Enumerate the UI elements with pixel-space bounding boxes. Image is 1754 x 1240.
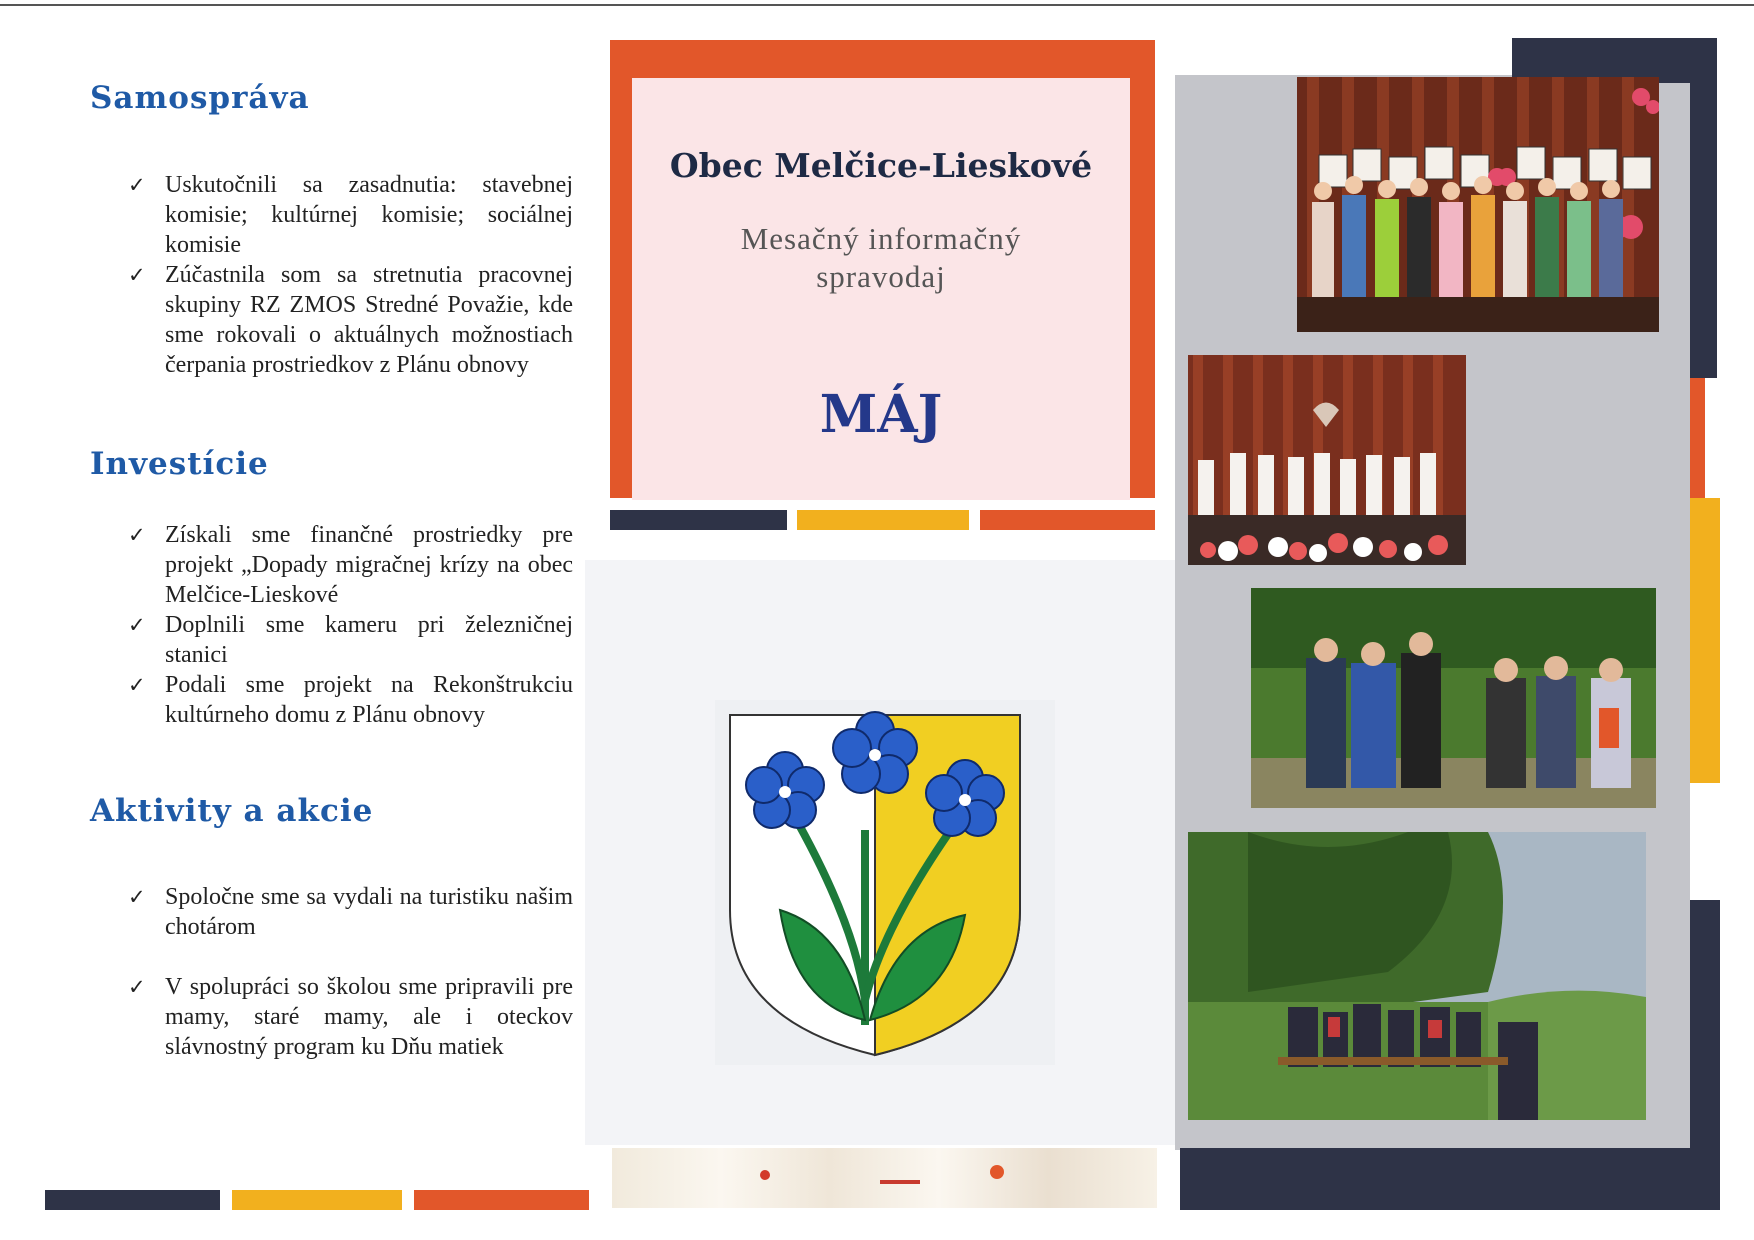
list-item: ✓ V spolupráci so školou sme pripravili pre mamy, staré mamy, ale i oteckov slávnostný program ku Dňu matiek	[128, 974, 573, 1060]
list-item: ✓ Doplnili sme kameru pri železničnej stanici	[128, 612, 573, 668]
list-aktivity-1	[128, 882, 573, 942]
list-item: ✓ Podali sme projekt na Rekonštrukciu kultúrneho domu z Plánu obnovy	[128, 672, 573, 728]
photo-children-stage	[1188, 355, 1466, 565]
embroidery-dot	[760, 1170, 770, 1180]
list-item: ✓ Získali sme finančné prostriedky pre projekt „Dopady migračnej krízy na obec Melčice-Lieskové	[128, 522, 573, 608]
card-month: MÁJ	[819, 384, 943, 445]
check-icon: ✓	[128, 523, 146, 547]
top-rule	[0, 4, 1754, 6]
yellow-accent	[1690, 498, 1720, 783]
bar-orange	[414, 1190, 589, 1210]
photo-picnic	[1188, 832, 1646, 1120]
list-aktivity-2	[128, 972, 573, 1062]
bar-orange	[980, 510, 1155, 530]
photo-children-banner	[1297, 77, 1659, 332]
check-icon: ✓	[128, 613, 146, 637]
check-icon: ✓	[128, 673, 146, 697]
list-samosprava	[128, 170, 573, 380]
embroidery-dot	[990, 1165, 1004, 1179]
bar-yellow	[797, 510, 969, 530]
card-subtitle: Mesačný informačný spravodaj	[740, 221, 1022, 294]
heading-samosprava: Samospráva	[90, 80, 310, 116]
card-title: Obec Melčice-Lieskové	[669, 146, 1093, 185]
coat-of-arms-icon	[715, 700, 1055, 1065]
list-investicie	[128, 520, 573, 730]
heading-investicie: Investície	[90, 446, 269, 482]
list-item: ✓ Uskutočnili sa zasadnutia: stavebnej komisie; kultúrnej komisie; sociálnej komisie	[128, 172, 573, 258]
check-icon: ✓	[128, 975, 146, 999]
photo-hikers	[1251, 588, 1656, 808]
bar-navy	[45, 1190, 220, 1210]
list-item: ✓ Zúčastnila som sa stretnutia pracovnej skupiny RZ ZMOS Stredné Považie, kde sme rokovali o aktuálnych možnostiach čerpania prostriedkov z Plánu obnovy	[128, 262, 573, 378]
bar-navy	[610, 510, 787, 530]
navy-frame-bottom	[1180, 1148, 1720, 1210]
check-icon: ✓	[128, 263, 146, 287]
list-item: ✓ Spoločne sme sa vydali na turistiku našim chotárom	[128, 884, 573, 940]
check-icon: ✓	[128, 173, 146, 197]
embroidery-strip	[612, 1148, 1157, 1208]
bar-yellow	[232, 1190, 402, 1210]
check-icon: ✓	[128, 885, 146, 909]
embroidery-dot	[880, 1180, 920, 1184]
heading-aktivity: Aktivity a akcie	[90, 793, 374, 829]
navy-frame-top-right	[1690, 38, 1717, 378]
